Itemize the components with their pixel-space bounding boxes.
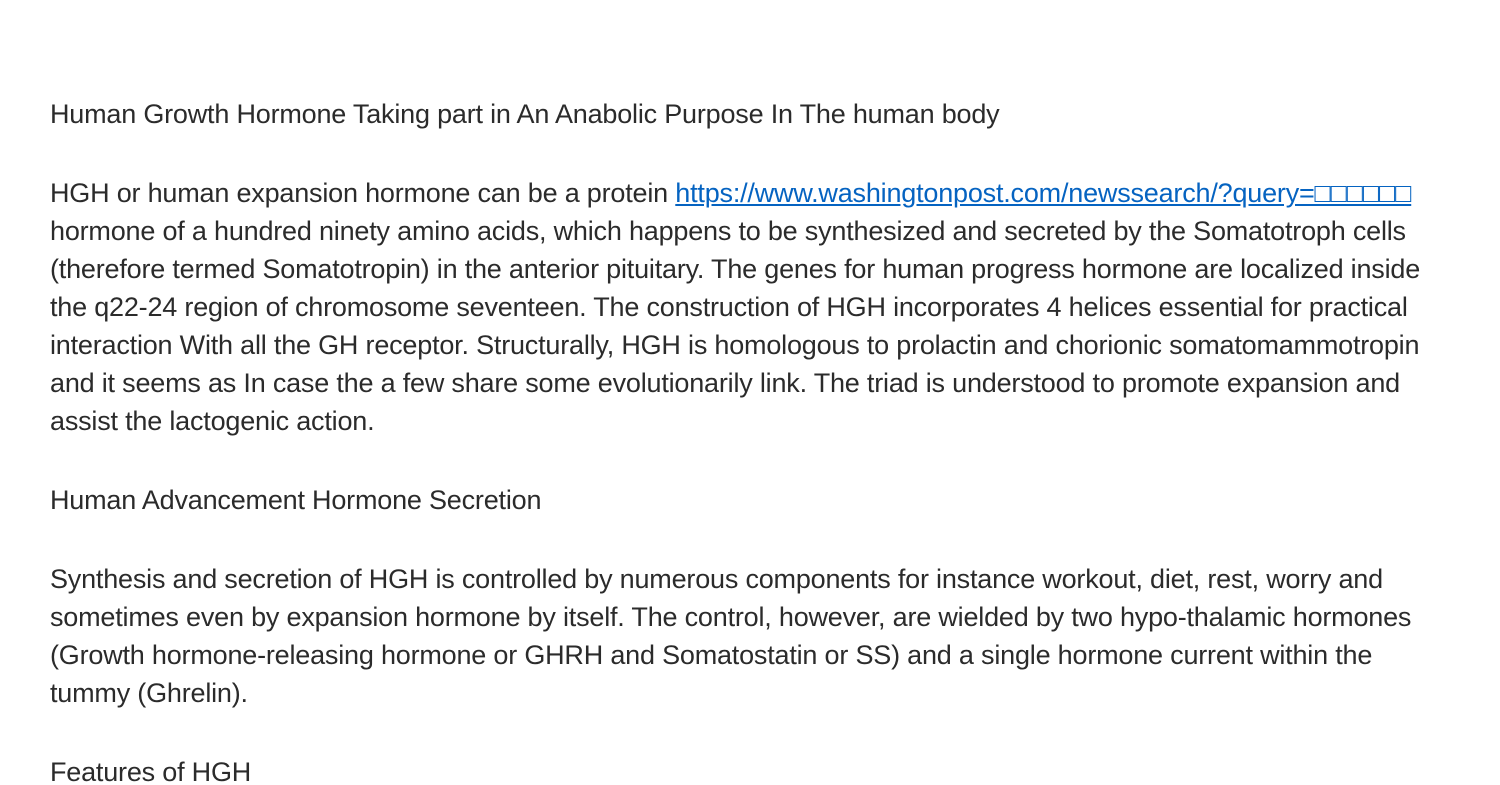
heading-secretion: Human Advancement Hormone Secretion — [50, 485, 542, 515]
paragraph-intro — [50, 174, 1448, 440]
heading-features: Features of HGH — [50, 757, 252, 785]
washingtonpost-search-link[interactable]: https://www.washingtonpost.com/newssearch/?query=□□□□□□ — [675, 178, 1412, 208]
paragraph-intro-text-before-link: HGH or human expansion hormone can be a protein — [50, 178, 676, 208]
paragraph-intro-text-after-link: hormone of a hundred ninety amino acids, which happens to be synthesized and secreted by the Somatotroph cells (therefore termed Somatotropin) in the anterior pituitary. The genes for human progress hormone are localized inside the q22-24 region of chromosome seventeen. The construction of HGH incorporates 4 helices essential for practical interaction With all the GH receptor. Structurally, HGH is homologous to prolactin and chorionic somatomammotropin and it seems as In case the a few share some evolutionarily link. The triad is understood to promote expansion and assist the lactogenic action. — [50, 216, 1421, 436]
document-title: Human Growth Hormone Taking part in An Anabolic Purpose In The human body — [50, 99, 1000, 129]
paragraph-secretion: Synthesis and secretion of HGH is controlled by numerous components for instance workout, diet, rest, worry and sometimes even by expansion hormone by itself. The control, however, are wielded by two hypo-thalamic hormones (Growth hormone-releasing hormone or GHRH and Somatostatin or SS) and a single hormone current within the tummy (Ghrelin). — [50, 564, 1412, 708]
